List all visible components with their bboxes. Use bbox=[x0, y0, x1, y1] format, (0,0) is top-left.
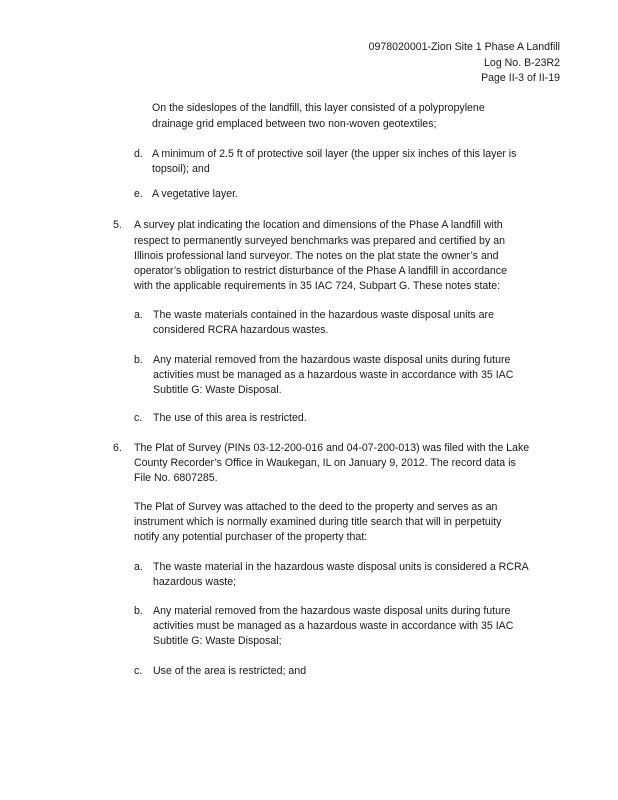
text-line: with the applicable requirements in 35 IAC 724, Subpart G. These notes state: bbox=[134, 280, 501, 292]
text-line: Subtitle G: Waste Disposal. bbox=[153, 384, 282, 396]
text-line: The Plat of Survey (PINs 03-12-200-016 and 04-07-200-013) was filed with the Lake bbox=[134, 442, 530, 454]
text-line: A survey plat indicating the location and dimensions of the Phase A landfill with bbox=[134, 219, 503, 231]
section-number: 5. bbox=[113, 219, 122, 231]
text-line: File No. 6807285. bbox=[134, 472, 218, 484]
text-line: The waste material in the hazardous waste disposal units is considered a RCRA bbox=[153, 561, 529, 573]
text-line: considered RCRA hazardous wastes. bbox=[153, 324, 329, 336]
text-line: respect to permanently surveyed benchmarks was prepared and certified by an bbox=[134, 235, 505, 247]
list-marker: d. bbox=[134, 148, 143, 160]
text-line: County Recorder’s Office in Waukegan, IL on January 9, 2012. The record data is bbox=[134, 457, 516, 469]
text-line: Any material removed from the hazardous waste disposal units during future bbox=[153, 605, 511, 617]
text-line: activities must be managed as a hazardous waste in accordance with 35 IAC bbox=[153, 620, 514, 632]
text-line: instrument which is normally examined during title search that will in perpetuity bbox=[134, 516, 502, 528]
text-line: The use of this area is restricted. bbox=[153, 412, 307, 424]
text-line: hazardous waste; bbox=[153, 576, 237, 588]
text-line: topsoil); and bbox=[152, 163, 210, 175]
text-line: On the sideslopes of the landfill, this layer consisted of a polypropylene bbox=[152, 102, 485, 114]
text-line: operator’s obligation to restrict disturbance of the Phase A landfill in accordance bbox=[134, 265, 507, 277]
text-line: notify any potential purchaser of the property that: bbox=[134, 531, 368, 543]
list-marker: a. bbox=[134, 561, 143, 573]
text-line: A vegetative layer. bbox=[152, 188, 238, 200]
text-line: The waste materials contained in the hazardous waste disposal units are bbox=[153, 309, 494, 321]
text-line: Any material removed from the hazardous waste disposal units during future bbox=[153, 354, 511, 366]
text-line: drainage grid emplaced between two non-woven geotextiles; bbox=[152, 118, 437, 130]
list-marker: a. bbox=[134, 309, 143, 321]
list-marker: e. bbox=[134, 188, 143, 200]
document-id: 0978020001-Zion Site 1 Phase A Landfill bbox=[368, 41, 560, 53]
list-marker: b. bbox=[134, 354, 143, 366]
text-line: activities must be managed as a hazardous waste in accordance with 35 IAC bbox=[153, 369, 514, 381]
list-marker: c. bbox=[134, 412, 143, 424]
page-number: Page II-3 of II-19 bbox=[481, 72, 560, 84]
page-header bbox=[369, 40, 560, 87]
list-marker: c. bbox=[134, 665, 143, 677]
text-line: A minimum of 2.5 ft of protective soil layer (the upper six inches of this layer is bbox=[152, 148, 517, 160]
log-number: Log No. B-23R2 bbox=[484, 56, 560, 69]
list-marker: b. bbox=[134, 605, 143, 617]
text-line: Subtitle G: Waste Disposal; bbox=[153, 635, 282, 647]
text-line: The Plat of Survey was attached to the deed to the property and serves as an bbox=[134, 501, 498, 513]
text-line: Use of the area is restricted; and bbox=[153, 665, 307, 677]
text-line: Illinois professional land surveyor. The notes on the plat state the owner’s and bbox=[134, 250, 499, 262]
section-number: 6. bbox=[113, 442, 122, 454]
